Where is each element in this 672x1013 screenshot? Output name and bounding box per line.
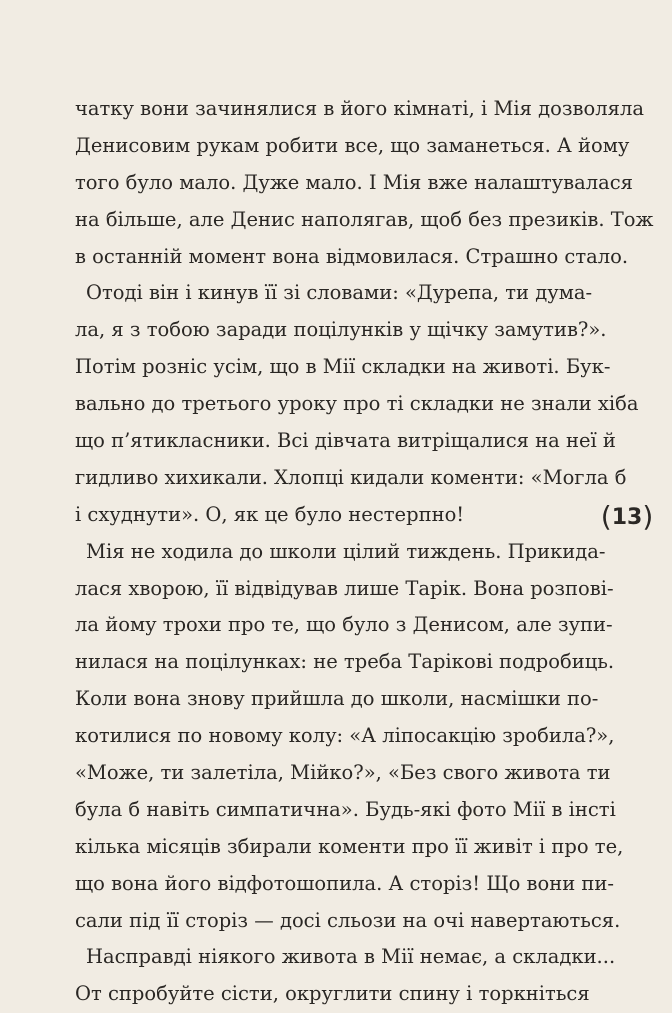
text-line: кілька місяців збирали коменти про її живіт і про те,	[75, 834, 624, 858]
text-line: От спробуйте сісти, округлити спину і торкніться	[75, 982, 590, 1006]
text-line: котилися по новому колу: «А ліпосакцію зробила?»,	[75, 724, 615, 748]
text-line: Мія не ходила до школи цілий тиждень. Прикида-	[86, 539, 606, 563]
text-line: гидливо хихикали. Хлопці кидали коменти: «Могла б	[75, 465, 627, 489]
text-line: і схуднути». О, як це було нестерпно!	[75, 502, 465, 526]
text-line: вально до третього уроку про ті складки не знали хіба	[75, 392, 639, 416]
text-line: Потім розніс усім, що в Мії складки на животі. Бук-	[75, 355, 611, 379]
text-line: того було мало. Дуже мало. І Мія вже налаштувалася	[75, 170, 633, 194]
text-line: була б навіть симпатична». Будь-які фото Мії в інсті	[75, 797, 616, 821]
text-line: що п’ятикласники. Всі дівчата витріщалися на неї й	[75, 429, 616, 453]
text-line: Коли вона знову прийшла до школи, насмішки по-	[75, 687, 599, 711]
page-number-open-paren: (	[600, 500, 612, 533]
page-number-value: 13	[611, 504, 643, 530]
text-line: на більше, але Денис наполягав, щоб без презиків. Тож	[75, 207, 654, 231]
text-line: Насправді ніякого живота в Мії немає, а складки...	[86, 945, 616, 969]
page-number	[594, 500, 660, 534]
text-line: сали під її сторіз — досі сльози на очі навертаються.	[75, 908, 621, 932]
text-line: Отоді він і кинув її зі словами: «Дурепа, ти дума-	[86, 281, 593, 305]
text-line: лася хворою, її відвідував лише Тарік. Вона розпові-	[75, 576, 614, 600]
text-line: Денисовим рукам робити все, що заманеться. А йому	[75, 133, 630, 157]
text-line: чатку вони зачинялися в його кімнаті, і Мія дозволяла	[75, 97, 644, 120]
page-number-close-paren: )	[642, 500, 654, 533]
text-line: ла, я з тобою заради поцілунків у щічку замутив?».	[75, 318, 607, 342]
text-line: що вона його відфотошопила. А сторіз! Що вони пи-	[75, 871, 615, 895]
text-line: нилася на поцілунках: не треба Тарікові подробиць.	[75, 650, 615, 674]
text-line: ла йому трохи про те, що було з Денисом, але зупи-	[75, 613, 613, 637]
text-line: в останній момент вона відмовилася. Страшно стало.	[75, 244, 629, 268]
text-line: «Може, ти залетіла, Мійко?», «Без свого живота ти	[75, 761, 611, 785]
